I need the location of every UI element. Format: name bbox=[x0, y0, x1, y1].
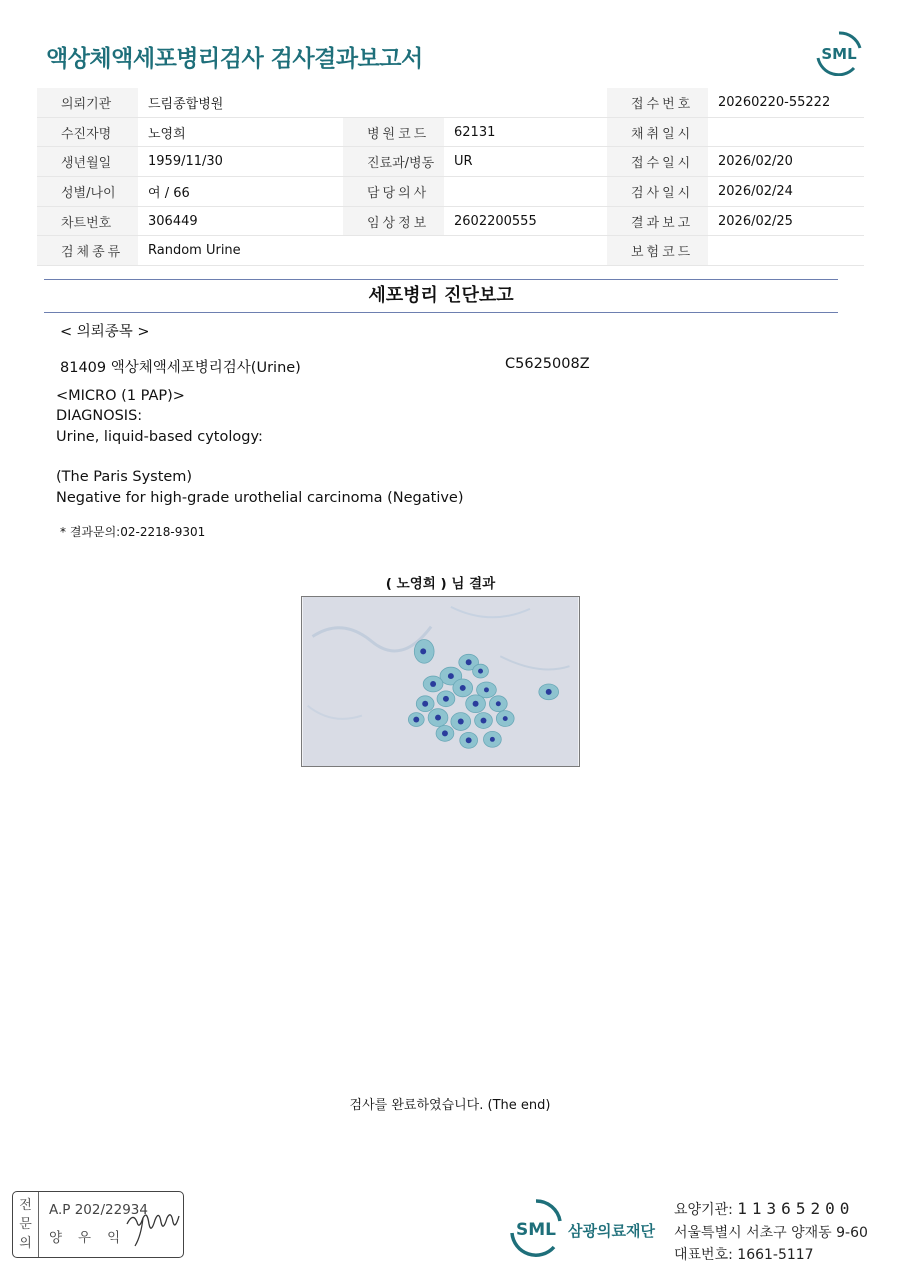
patient-info-table bbox=[37, 88, 864, 266]
request-items-label: < 의뢰종목 > bbox=[60, 324, 150, 340]
diagnosis-result: Negative for high-grade urothelial carcinoma (Negative) bbox=[56, 490, 464, 506]
clinical-label: 임상정보 bbox=[343, 206, 444, 236]
contact-note: * 결과문의:02-2218-9301 bbox=[60, 525, 206, 539]
institution-code-line bbox=[674, 1199, 854, 1219]
insurance-label: 보험코드 bbox=[607, 236, 708, 266]
footer-logo-text: SML bbox=[516, 1220, 556, 1240]
stamp-side-char: 문 bbox=[19, 1217, 32, 1232]
sml-logo-icon bbox=[814, 30, 864, 76]
table-row bbox=[37, 147, 864, 177]
hospital-code-label: 병원코드 bbox=[343, 117, 444, 147]
doctor-label: 담당의사 bbox=[343, 177, 444, 207]
doctor-value bbox=[444, 177, 607, 207]
stamp-side-label bbox=[13, 1192, 39, 1257]
dept-label: 진료과/병동 bbox=[343, 147, 444, 177]
specimen-label: 검체종류 bbox=[37, 236, 138, 266]
signature-icon bbox=[123, 1204, 183, 1250]
test-date-value: 2026/02/24 bbox=[708, 177, 864, 207]
dept-value: UR bbox=[444, 147, 607, 177]
collect-date-label: 채취일시 bbox=[607, 117, 708, 147]
diagnosis-specimen: Urine, liquid-based cytology: bbox=[56, 429, 263, 445]
patient-label: 수진자명 bbox=[37, 117, 138, 147]
patient-value: 노영희 bbox=[138, 117, 343, 147]
phone-line bbox=[674, 1244, 814, 1264]
micro-label: <MICRO (1 PAP)> bbox=[56, 388, 185, 404]
institution-code-label: 요양기관: bbox=[674, 1202, 733, 1218]
insurance-value bbox=[708, 236, 864, 266]
diagnosis-label: DIAGNOSIS: bbox=[56, 408, 143, 424]
birth-label: 생년월일 bbox=[37, 147, 138, 177]
pathologist-stamp bbox=[12, 1191, 184, 1258]
image-caption: ( 노영희 ) 님 결과 bbox=[385, 576, 496, 592]
institution-value: 드림종합병원 bbox=[138, 88, 607, 117]
stamp-side-char: 전 bbox=[19, 1198, 32, 1213]
sex-age-label: 성별/나이 bbox=[37, 177, 138, 207]
report-date-label: 결과보고 bbox=[607, 206, 708, 236]
receipt-date-value: 2026/02/20 bbox=[708, 147, 864, 177]
table-row bbox=[37, 88, 864, 117]
test-insurance-code: C5625008Z bbox=[505, 356, 590, 372]
org-name: 삼광의료재단 bbox=[568, 1222, 655, 1240]
phone-label: 대표번호: bbox=[674, 1247, 733, 1263]
section-divider-top bbox=[44, 279, 838, 280]
address-line: 서울특별시 서초구 양재동 9-60 bbox=[674, 1225, 868, 1241]
sex-age-value: 여 / 66 bbox=[138, 177, 343, 207]
section-divider-bottom bbox=[44, 312, 838, 313]
table-row bbox=[37, 236, 864, 266]
end-text: 검사를 완료하였습니다. (The end) bbox=[349, 1098, 551, 1113]
report-date-value: 2026/02/25 bbox=[708, 206, 864, 236]
receipt-no-value: 20260220-55222 bbox=[708, 88, 864, 117]
diagnosis-system: (The Paris System) bbox=[56, 469, 193, 485]
chart-no-label: 차트번호 bbox=[37, 206, 138, 236]
page-title: 액상체액세포병리검사 검사결과보고서 bbox=[46, 46, 423, 72]
receipt-no-label: 접수번호 bbox=[607, 88, 708, 117]
table-row bbox=[37, 177, 864, 207]
pathologist-license: A.P 202/22934 bbox=[49, 1202, 148, 1218]
phone-value: 1661-5117 bbox=[737, 1247, 814, 1263]
test-code-name: 81409 액상체액세포병리검사(Urine) bbox=[60, 360, 301, 376]
institution-label: 의뢰기관 bbox=[37, 88, 138, 117]
test-date-label: 검사일시 bbox=[607, 177, 708, 207]
footer-sml-logo-icon bbox=[508, 1197, 564, 1257]
table-row bbox=[37, 117, 864, 147]
section-title: 세포병리 진단보고 bbox=[368, 285, 514, 306]
cytology-image bbox=[301, 596, 580, 767]
pathologist-name: 양우익 bbox=[49, 1230, 137, 1246]
hospital-code-value: 62131 bbox=[444, 117, 607, 147]
sml-logo-text: SML bbox=[821, 45, 857, 63]
collect-date-value bbox=[708, 117, 864, 147]
table-row bbox=[37, 206, 864, 236]
institution-code-value: 11365200 bbox=[737, 1199, 855, 1218]
clinical-value: 2602200555 bbox=[444, 206, 607, 236]
receipt-date-label: 접수일시 bbox=[607, 147, 708, 177]
specimen-value: Random Urine bbox=[138, 236, 607, 266]
stamp-side-char: 의 bbox=[19, 1236, 32, 1251]
birth-value: 1959/11/30 bbox=[138, 147, 343, 177]
chart-no-value: 306449 bbox=[138, 206, 343, 236]
